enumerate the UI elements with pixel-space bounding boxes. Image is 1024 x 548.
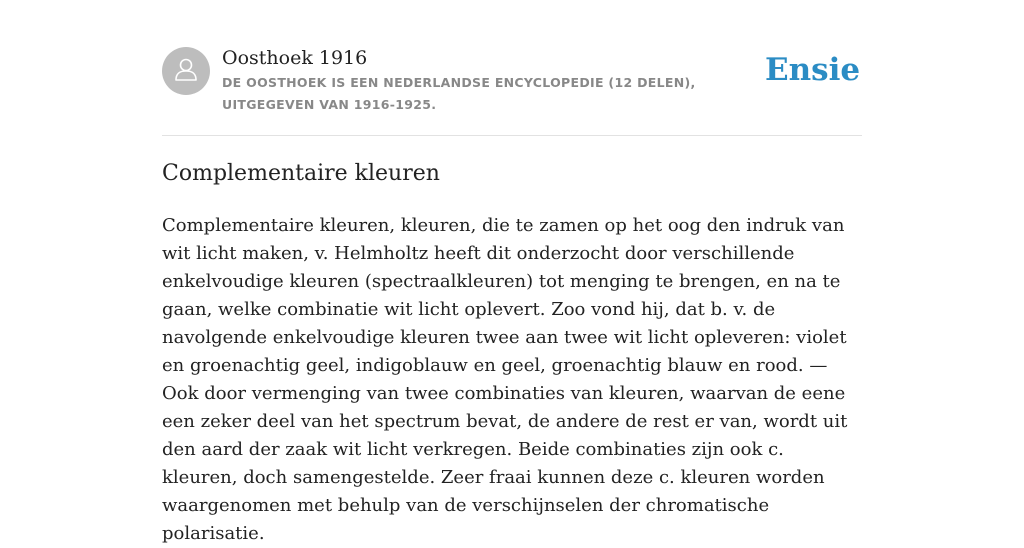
source-title[interactable]: Oosthoek 1916	[222, 47, 368, 69]
avatar[interactable]	[162, 47, 210, 95]
article-body: Complementaire kleuren, kleuren, die te zamen op het oog den indruk van wit licht maken, v. Helmholtz heeft dit onderzocht door verschillende enkelvoudige kleuren (spectraalkleuren) tot menging te brengen, en na te gaan, welke combinatie wit licht oplevert. Zoo vond hij, dat b. v. de navolgende enkelvoudige kleuren twee aan twee wit licht opleveren: violet en groenachtig geel, indigoblauw en geel, groenachtig blauw en rood. — Ook door vermenging van twee combinaties van kleuren, waarvan de eene een zeker deel van het spectrum bevat, de andere de rest er van, wordt uit den aard der zaak wit licht verkregen. Beide combinaties zijn ook c. kleuren, doch samengestelde. Zeer fraai kunnen deze c. kleuren worden waargenomen met behulp van de verschijnselen der chromatische polarisatie.	[162, 215, 848, 544]
source-description: DE OOSTHOEK IS EEN NEDERLANDSE ENCYCLOPEDIE (12 DELEN), UITGEGEVEN VAN 1916-1925.	[222, 75, 696, 112]
user-icon	[171, 54, 201, 88]
page-container	[162, 0, 862, 544]
ensie-logo[interactable]: Ensie	[765, 52, 861, 88]
source-header	[162, 0, 862, 136]
article-title: Complementaire kleuren	[162, 161, 440, 186]
